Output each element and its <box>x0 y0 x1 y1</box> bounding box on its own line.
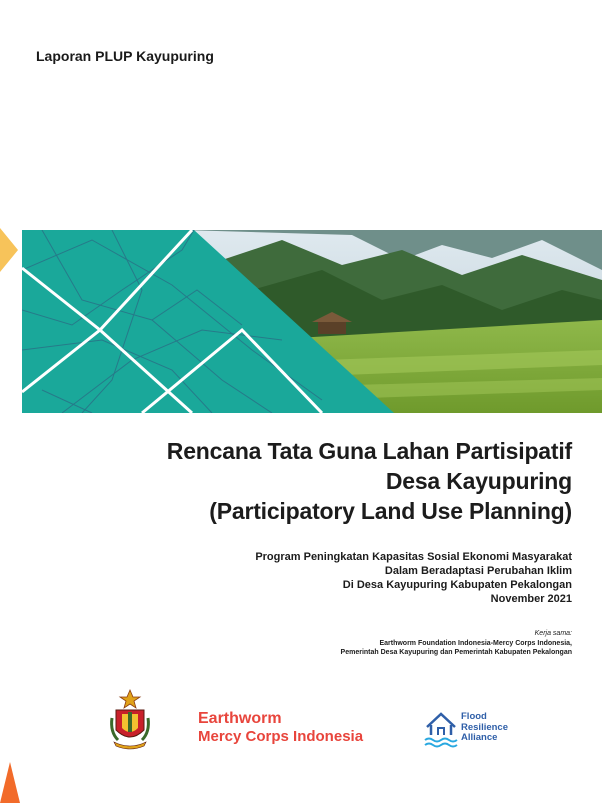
cooperation-line-2: Pemerintah Desa Kayupuring dan Pemerintah Kabupaten Pekalongan <box>340 649 572 656</box>
earthworm-wordmark: Earthworm <box>198 710 282 727</box>
decorative-orange-triangle <box>0 762 20 803</box>
decorative-yellow-triangle <box>0 228 18 272</box>
cooperation-note <box>341 629 572 658</box>
subtitle-line-1: Program Peningkatan Kapasitas Sosial Ekonomi Masyarakat <box>255 551 572 563</box>
cooperation-line-1: Earthworm Foundation Indonesia-Mercy Corps Indonesia, <box>379 639 572 647</box>
mercy-corps-wordmark: Mercy Corps Indonesia <box>198 728 364 745</box>
fra-word-alliance: Alliance <box>461 732 498 743</box>
report-header-title: Laporan PLUP Kayupuring <box>36 48 214 64</box>
fra-word-flood: Flood <box>461 711 487 722</box>
fra-wordmark <box>461 712 508 744</box>
house-wave-icon <box>423 709 459 751</box>
fra-word-resilience: Resilience <box>461 721 508 733</box>
program-subtitle <box>255 550 572 606</box>
title-line-1: Rencana Tata Guna Lahan Partisipatif <box>166 438 572 464</box>
cooperation-label: Kerja sama: <box>534 630 572 637</box>
subtitle-line-3: Di Desa Kayupuring Kabupaten Pekalongan <box>342 579 572 591</box>
title-line-3: (Participatory Land Use Planning) <box>209 498 572 524</box>
flood-resilience-alliance-logo <box>423 709 523 751</box>
subtitle-date: November 2021 <box>490 593 572 605</box>
subtitle-line-2: Dalam Beradaptasi Perubahan Iklim <box>384 565 572 577</box>
hero-image <box>22 230 602 413</box>
pekalongan-regency-crest-logo <box>108 688 152 752</box>
document-title <box>167 436 572 526</box>
earthworm-mercy-corps-logo <box>198 710 363 746</box>
title-line-2: Desa Kayupuring <box>385 468 572 494</box>
